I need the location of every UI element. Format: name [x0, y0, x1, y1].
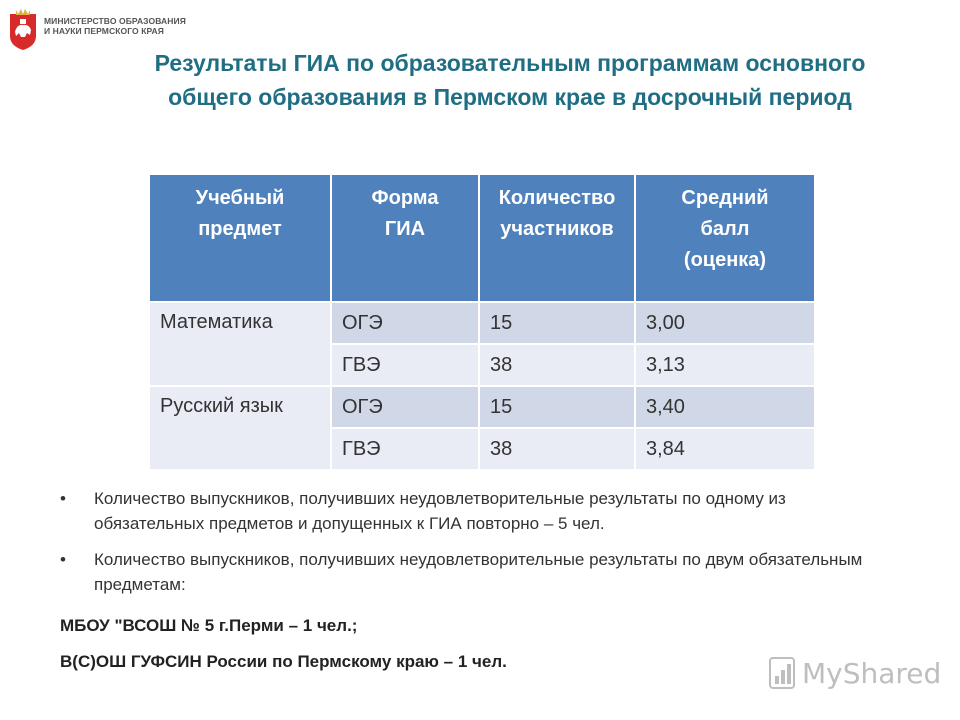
header-subject [149, 174, 331, 302]
myshared-logo-icon [768, 656, 798, 690]
header-form-line2: ГИА [384, 218, 426, 240]
header-count-line1: Количество [498, 187, 616, 209]
form-cell: ОГЭ [331, 386, 479, 428]
bullet-text: Количество выпускников, получивших неудовлетворительные результаты по одному из обязательных предметов и допущенных к ГИА повторно – 5 чел. [94, 489, 786, 533]
table-header-row [149, 174, 815, 302]
ministry-name [44, 16, 186, 36]
perm-region-emblem-icon [8, 8, 38, 52]
bullet-mark: • [60, 489, 66, 508]
list-item [60, 547, 900, 597]
school-result-line: МБОУ "ВСОШ № 5 г.Перми – 1 чел.; [60, 616, 358, 635]
header-form-line1: Форма [371, 187, 439, 209]
form-cell: ГВЭ [331, 428, 479, 470]
count-cell: 38 [479, 428, 635, 470]
score-cell: 3,40 [635, 386, 815, 428]
header-score-line2: балл [700, 218, 750, 240]
watermark-text: MyShared [802, 656, 942, 690]
form-cell: ГВЭ [331, 344, 479, 386]
bullet-mark: • [60, 550, 66, 569]
header-score [635, 174, 815, 302]
page-title-line2: общего образования в Пермском крае в досрочный период [168, 84, 852, 110]
header-count [479, 174, 635, 302]
table-row [149, 386, 815, 428]
page-title [60, 46, 960, 114]
bullet-list [60, 486, 900, 608]
ministry-name-line2: И НАУКИ ПЕРМСКОГО КРАЯ [44, 26, 164, 36]
form-cell: ОГЭ [331, 302, 479, 344]
subject-cell: Русский язык [149, 386, 331, 470]
list-item [60, 486, 900, 536]
ministry-name-line1: МИНИСТЕРСТВО ОБРАЗОВАНИЯ [44, 16, 186, 26]
header-count-line2: участников [500, 218, 614, 240]
count-cell: 15 [479, 386, 635, 428]
count-cell: 15 [479, 302, 635, 344]
header-subject-line2: предмет [198, 218, 282, 240]
bullet-text: Количество выпускников, получивших неудовлетворительные результаты по двум обязательным предметам: [94, 550, 863, 594]
score-cell: 3,00 [635, 302, 815, 344]
watermark [768, 656, 941, 690]
count-cell: 38 [479, 344, 635, 386]
header-subject-line1: Учебный [195, 187, 285, 209]
table-row [149, 302, 815, 344]
header-score-line3: (оценка) [683, 249, 767, 271]
score-cell: 3,13 [635, 344, 815, 386]
header-score-line1: Средний [681, 187, 769, 209]
page-title-line1: Результаты ГИА по образовательным программам основного [154, 50, 866, 76]
score-cell: 3,84 [635, 428, 815, 470]
results-table [148, 173, 816, 471]
header-form [331, 174, 479, 302]
school-result-line: В(С)ОШ ГУФСИН России по Пермскому краю – 1 чел. [60, 652, 507, 671]
subject-cell: Математика [149, 302, 331, 386]
